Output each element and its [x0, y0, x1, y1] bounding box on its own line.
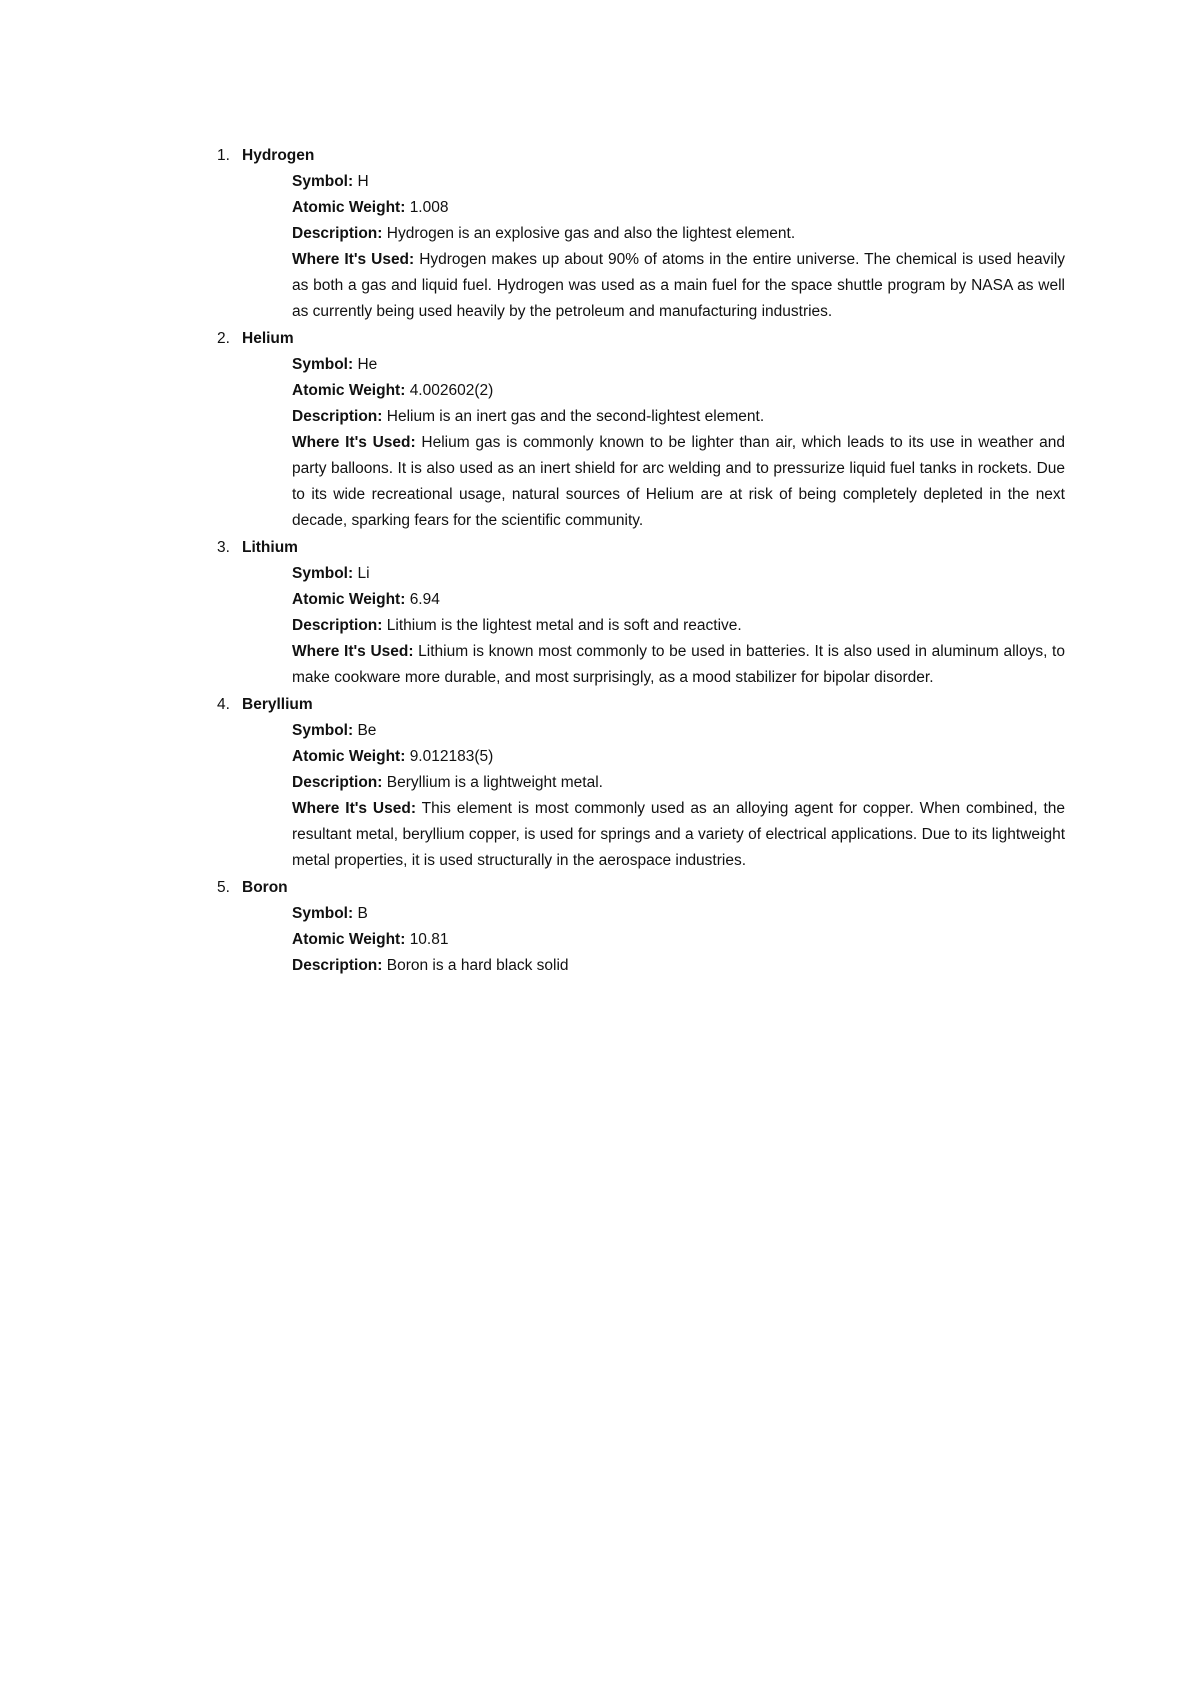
where-used-field	[292, 430, 1065, 534]
where-used-label: Where It's Used:	[292, 800, 416, 817]
where-used-value: Hydrogen makes up about 90% of atoms in the entire universe. The chemical is used heavily as both a gas and liquid fuel. Hydrogen was used as a main fuel for the space shuttle program by NASA as well as currently being used heavily by the petroleum and manufacturing industries.	[292, 251, 1066, 320]
where-used-field	[292, 639, 1065, 691]
symbol-value: Be	[357, 722, 377, 739]
description-value: Lithium is the lightest metal and is soft and reactive.	[386, 617, 742, 634]
list-number: 1.	[217, 147, 230, 164]
atomic-weight-field	[292, 587, 1065, 613]
description-label: Description:	[292, 408, 383, 425]
where-used-field	[292, 796, 1065, 874]
where-used-field	[292, 247, 1065, 325]
description-field	[292, 770, 1065, 796]
description-label: Description:	[292, 225, 383, 242]
atomic-weight-label: Atomic Weight:	[292, 199, 406, 216]
list-item-boron	[217, 874, 1065, 979]
symbol-value: He	[357, 356, 378, 373]
atomic-weight-label: Atomic Weight:	[292, 748, 406, 765]
description-value: Hydrogen is an explosive gas and also the lightest element.	[386, 225, 796, 242]
element-name: Boron	[242, 879, 288, 896]
symbol-field	[292, 718, 1065, 744]
description-value: Boron is a hard black solid	[386, 957, 569, 974]
element-heading	[217, 142, 1065, 169]
atomic-weight-field	[292, 927, 1065, 953]
symbol-label: Symbol:	[292, 173, 354, 190]
atomic-weight-label: Atomic Weight:	[292, 382, 406, 399]
symbol-field	[292, 901, 1065, 927]
description-label: Description:	[292, 957, 383, 974]
atomic-weight-value: 9.012183(5)	[409, 748, 494, 765]
description-field	[292, 953, 1065, 979]
symbol-field	[292, 352, 1065, 378]
element-name: Helium	[242, 330, 294, 347]
symbol-label: Symbol:	[292, 905, 354, 922]
list-item-hydrogen	[217, 142, 1065, 325]
atomic-weight-value: 6.94	[409, 591, 440, 608]
element-name: Lithium	[242, 539, 298, 556]
where-used-label: Where It's Used:	[292, 251, 415, 268]
symbol-field	[292, 169, 1065, 195]
element-heading	[217, 874, 1065, 901]
element-list	[217, 142, 1065, 979]
atomic-weight-field	[292, 195, 1065, 221]
symbol-label: Symbol:	[292, 565, 354, 582]
element-heading	[217, 691, 1065, 718]
list-item-beryllium	[217, 691, 1065, 874]
description-field	[292, 613, 1065, 639]
element-name: Beryllium	[242, 696, 313, 713]
atomic-weight-value: 1.008	[409, 199, 449, 216]
where-used-label: Where It's Used:	[292, 643, 414, 660]
atomic-weight-field	[292, 378, 1065, 404]
description-field	[292, 404, 1065, 430]
list-item-lithium	[217, 534, 1065, 691]
list-item-helium	[217, 325, 1065, 534]
atomic-weight-value: 10.81	[409, 931, 449, 948]
symbol-label: Symbol:	[292, 356, 354, 373]
symbol-field	[292, 561, 1065, 587]
description-value: Helium is an inert gas and the second-lightest element.	[386, 408, 765, 425]
list-number: 3.	[217, 539, 230, 556]
atomic-weight-field	[292, 744, 1065, 770]
atomic-weight-label: Atomic Weight:	[292, 591, 406, 608]
where-used-value: This element is most commonly used as an alloying agent for copper. When combined, the resultant metal, beryllium copper, is used for springs and a variety of electrical applications. Due to its lightweight metal properties, it is used structurally in the aerospace industries.	[292, 800, 1066, 869]
list-number: 5.	[217, 879, 230, 896]
symbol-value: Li	[357, 565, 370, 582]
symbol-label: Symbol:	[292, 722, 354, 739]
description-label: Description:	[292, 617, 383, 634]
where-used-value: Helium gas is commonly known to be lighter than air, which leads to its use in weather and party balloons. It is also used as an inert shield for arc welding and to pressurize liquid fuel tanks in rockets. Due to its wide recreational usage, natural sources of Helium are at risk of being completely depleted in the next decade, sparking fears for the scientific community.	[292, 434, 1065, 529]
element-name: Hydrogen	[242, 147, 315, 164]
symbol-value: H	[357, 173, 369, 190]
where-used-value: Lithium is known most commonly to be used in batteries. It is also used in aluminum alloys, to make cookware more durable, and most surprisingly, as a mood stabilizer for bipolar disorder.	[292, 643, 1065, 686]
list-number: 4.	[217, 696, 230, 713]
description-field	[292, 221, 1065, 247]
element-heading	[217, 534, 1065, 561]
atomic-weight-value: 4.002602(2)	[409, 382, 494, 399]
description-value: Beryllium is a lightweight metal.	[386, 774, 603, 791]
where-used-label: Where It's Used:	[292, 434, 416, 451]
description-label: Description:	[292, 774, 383, 791]
element-heading	[217, 325, 1065, 352]
symbol-value: B	[357, 905, 368, 922]
atomic-weight-label: Atomic Weight:	[292, 931, 406, 948]
list-number: 2.	[217, 330, 230, 347]
